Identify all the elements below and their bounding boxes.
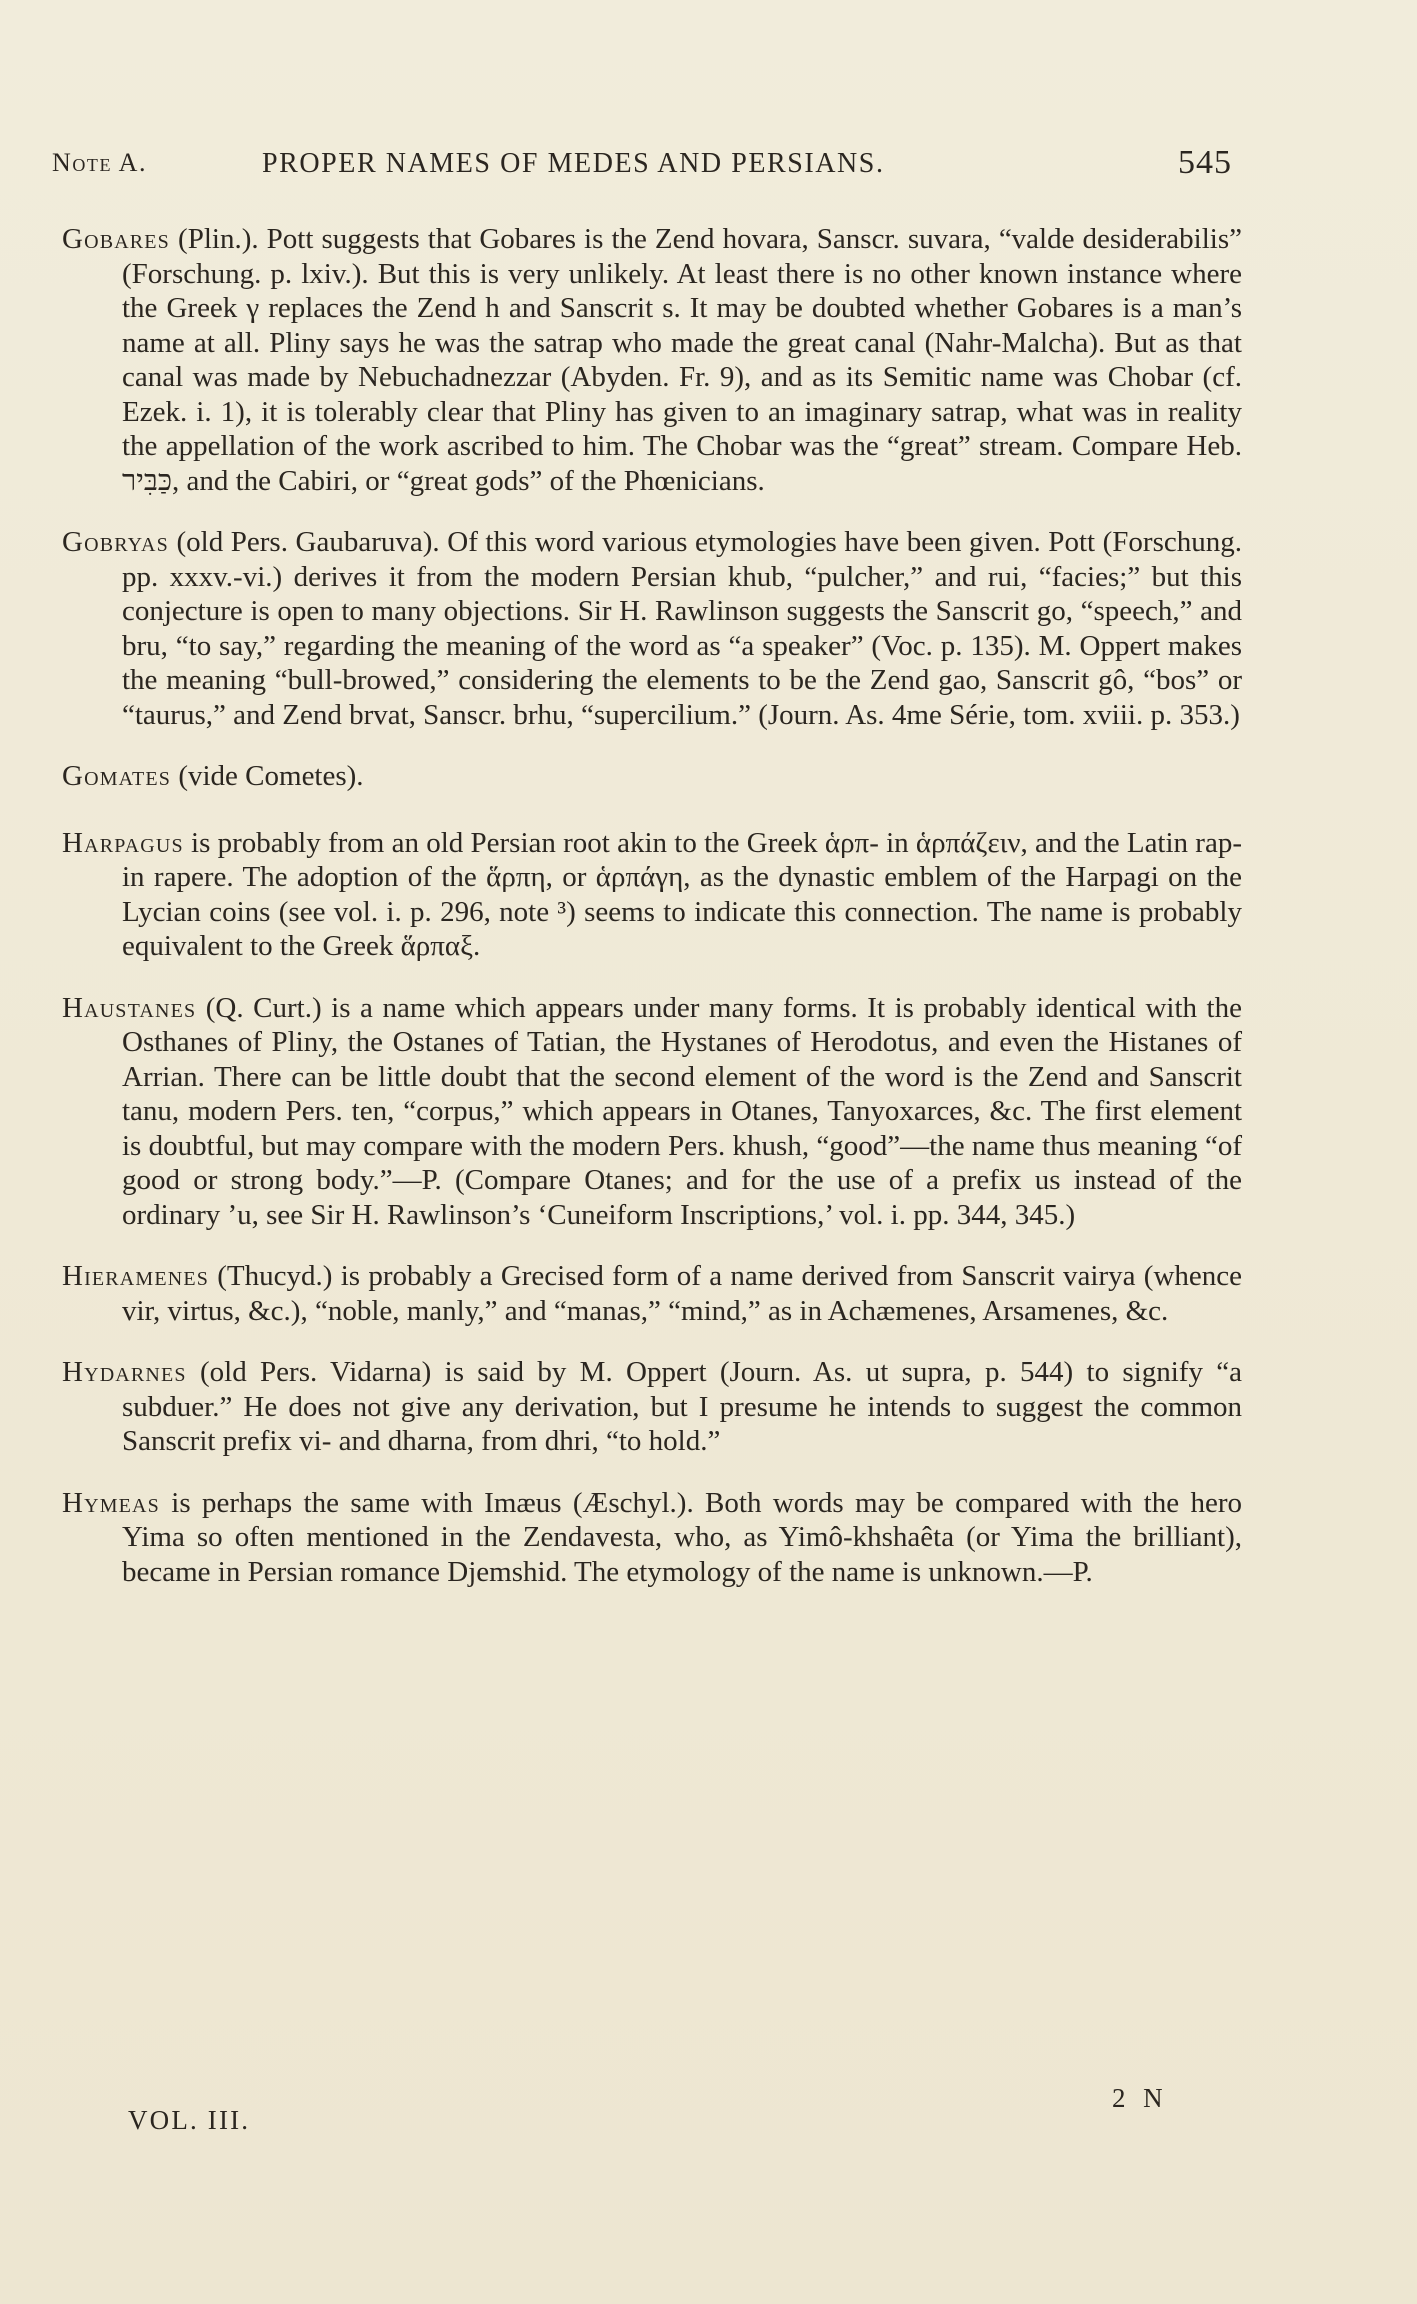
entry-term: Gobryas (62, 526, 169, 558)
entries-body (62, 222, 1242, 1616)
entry-text: (Q. Curt.) is a name which appears under many forms. It is probably identical with the Osthanes of Pliny, the Ostanes of Tatian, the Hystanes of Herodotus, and even the Histanes of Arrian. There can be little doubt that the second element of the word is the Zend and Sanscrit tanu, modern Pers. ten, “corpus,” which appears in Otanes, Tanyoxarces, &c. The first element is doubtful, but may compare with the modern Pers. khush, “good”—the name thus meaning “of good or strong body.”—P. (Compare Otanes; and for the use of a prefix us instead of the ordinary ’u, see Sir H. Rawlinson’s ‘Cuneiform Inscriptions,’ vol. i. pp. 344, 345.) (122, 991, 1242, 1231)
entry-term: Hymeas (62, 1486, 160, 1519)
entry-gomates (62, 759, 1242, 794)
entry-gobares (62, 222, 1242, 498)
entry-term: Gomates (62, 760, 172, 792)
entry-hydarnes (62, 1355, 1242, 1459)
page-footer (128, 2083, 1168, 2165)
entry-harpagus (62, 826, 1242, 964)
page-number: 545 (1177, 144, 1232, 181)
signature-mark: 2 N (1112, 2083, 1168, 2113)
entry-term: Hieramenes (62, 1260, 209, 1292)
running-head (52, 144, 1232, 192)
page-title: PROPER NAMES OF MEDES AND PERSIANS. (262, 148, 885, 179)
entry-hieramenes (62, 1259, 1242, 1328)
entry-text: is perhaps the same with Imæus (Æschyl.). Both words may be compared with the hero Yima so often mentioned in the Zendavesta, who, as Yimô-khshaêta (or Yima the brilliant), became in Persian romance Djemshid. The etymology of the name is unknown.—P. (122, 1486, 1242, 1588)
volume-label: VOL. III. (128, 2105, 251, 2135)
entry-term: Harpagus (62, 826, 184, 859)
entry-gobryas (62, 525, 1242, 732)
entry-term: Gobares (62, 223, 170, 255)
entry-hymeas (62, 1486, 1242, 1590)
entry-text: is probably from an old Persian root akin to the Greek ἁρπ- in ἁρπάζειν, and the Latin rap- in rapere. The adoption of the ἅρπη, or ἁρπάγη, as the dynastic emblem of the Harpagi on the Lycian coins (see vol. i. p. 296, note ³) seems to indicate this connection. The name is probably equivalent to the Greek ἅρπαξ. (122, 826, 1242, 962)
entry-haustanes (62, 991, 1242, 1233)
entry-term: Haustanes (62, 991, 197, 1024)
entry-text: (Thucyd.) is probably a Grecised form of a name derived from Sanscrit vairya (whence vir, virtus, &c.), “noble, manly,” and “manas,” “mind,” as in Achæmenes, Arsamenes, &c. (122, 1260, 1242, 1327)
entry-term: Hydarnes (62, 1356, 187, 1388)
entry-text: (Plin.). Pott suggests that Gobares is the Zend hovara, Sanscr. suvara, “valde desiderabilis” (Forschung. p. lxiv.). But this is very unlikely. At least there is no other known instance where the Greek γ replaces the Zend h and Sanscrit s. It may be doubted whether Gobares is a man’s name at all. Pliny says he was the satrap who made the great canal (Nahr-Malcha). But as that canal was made by Nebuchadnezzar (Abyden. Fr. 9), and as its Semitic name was Chobar (cf. Ezek. i. 1), it is tolerably clear that Pliny has given to an imaginary satrap, what was in reality the appellation of the work ascribed to him. The Chobar was the “great” stream. Compare Heb. כַּבִּיר, and the Cabiri, or “great gods” of the Phœnicians. (122, 223, 1242, 497)
entry-text: (old Pers. Gaubaruva). Of this word various etymologies have been given. Pott (Forschung. pp. xxxv.-vi.) derives it from the modern Persian khub, “pulcher,” and rui, “facies;” but this conjecture is open to many objections. Sir H. Rawlinson suggests the Sanscrit go, “speech,” and bru, “to say,” regarding the meaning of the word as “a speaker” (Voc. p. 135). M. Oppert makes the meaning “bull-browed,” considering the elements to be the Zend gao, Sanscrit gô, “bos” or “taurus,” and Zend brvat, Sanscr. brhu, “supercilium.” (Journ. As. 4me Série, tom. xviii. p. 353.) (122, 526, 1242, 731)
note-label: Note A. (52, 148, 148, 177)
entry-text: (vide Cometes). (171, 760, 364, 792)
entry-text: (old Pers. Vidarna) is said by M. Oppert (Journ. As. ut supra, p. 544) to signify “a subduer.” He does not give any derivation, but I presume he intends to suggest the common Sanscrit prefix vi- and dharna, from dhri, “to hold.” (122, 1356, 1242, 1457)
